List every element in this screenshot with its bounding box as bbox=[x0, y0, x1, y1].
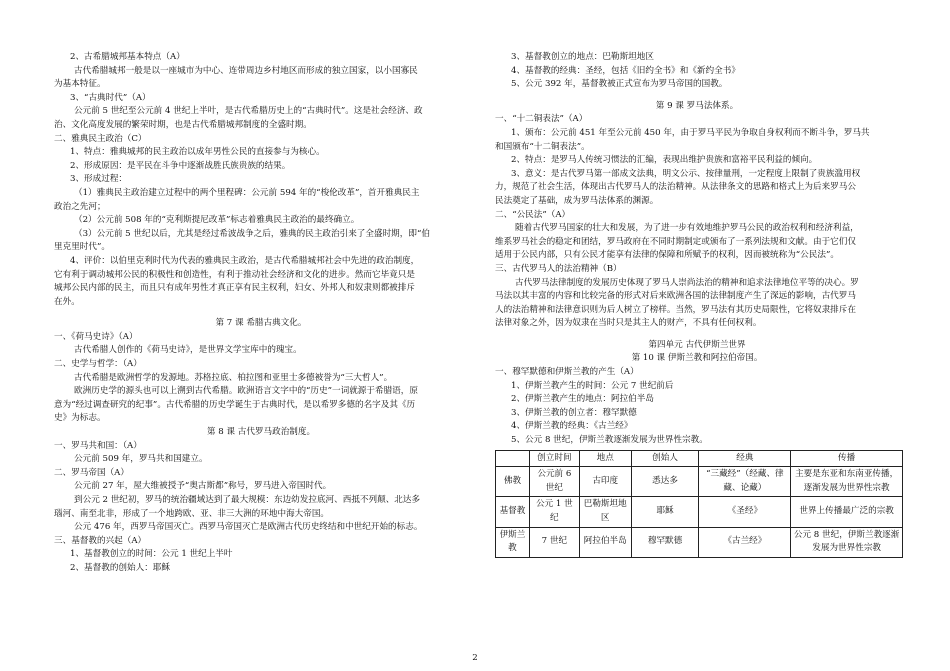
table-cell: 《古兰经》 bbox=[699, 527, 791, 557]
text-line: （3）公元前 5 世纪以后，尤其是经过希波战争之后，雅典的民主政治引来了全盛时期，即“伯 bbox=[74, 228, 430, 239]
text-line: 人的法治精神和法律意识则为后人树立了榜样。当然，罗马法有其历史局限性，它将奴隶排斥在 bbox=[495, 304, 856, 315]
text-line: 随着古代罗马国家的壮大和发展，为了进一步有效地维护罗马公民的政治权利和经济利益， bbox=[515, 223, 859, 234]
text-line: 1、基督教创立的时间：公元 1 世纪上半叶 bbox=[70, 549, 233, 560]
text-line: 适用于公民内部，只有公民才能享有法律的保障和所赋予的权利，因而被统称为“公民法”。 bbox=[495, 250, 839, 261]
section-heading: 第四单元 古代伊斯兰世界 bbox=[648, 339, 746, 350]
text-line: 2、基督教的创始人：耶稣 bbox=[70, 562, 170, 573]
table-cell: 伊斯兰教 bbox=[496, 527, 530, 557]
table-row bbox=[496, 527, 903, 557]
text-line: 二、“公民法”（A） bbox=[495, 209, 571, 220]
text-line: 公元前 509 年，罗马共和国建立。 bbox=[74, 454, 208, 465]
text-line: 马法以其丰富的内容和比较完备的形式对后来欧洲各国的法律制度产生了深远的影响，古代罗马 bbox=[495, 291, 856, 302]
spacer bbox=[54, 309, 468, 317]
text-line: 2、古希腊城邦基本特点（A） bbox=[70, 52, 185, 62]
table-cell: 耶稣 bbox=[631, 497, 699, 527]
text-line: 3、“古典时代”（A） bbox=[70, 92, 151, 103]
text-line: 和国颁布“十二铜表法”。 bbox=[495, 141, 590, 152]
table-cell: 基督教 bbox=[496, 497, 530, 527]
text-line: 2、伊斯兰教产生的地点：阿拉伯半岛 bbox=[511, 394, 654, 405]
table-cell: 巴勒斯坦地区 bbox=[579, 497, 631, 527]
text-line: 1、颁布：公元前 451 年至公元前 450 年，由于罗马平民为争取自身权利而不断斗争，罗马共 bbox=[511, 127, 870, 138]
table-cell: 古印度 bbox=[579, 467, 631, 497]
table-cell: 穆罕默德 bbox=[631, 527, 699, 557]
table-cell: “三藏经”（经藏、律藏、论藏） bbox=[699, 467, 791, 497]
section-heading: 第 8 课 古代罗马政治制度。 bbox=[206, 427, 316, 438]
table-cell: 世界上传播最广泛的宗教 bbox=[791, 497, 903, 527]
table-header-cell: 传播 bbox=[791, 450, 903, 467]
text-line: 民法奠定了基础，成为罗马法体系的渊源。 bbox=[495, 195, 659, 206]
section-heading: 第 9 课 罗马法体系。 bbox=[655, 100, 739, 111]
text-line: 力，规范了社会生活，体现出古代罗马人的法治精神。从法律条文的思路和格式上为后来罗马公 bbox=[495, 182, 856, 193]
table-cell: 主要是东亚和东南亚传播，逐渐发展为世界性宗教 bbox=[791, 467, 903, 497]
text-line: 古代希腊城邦一般是以一座城市为中心、连带周边乡村地区而形成的独立国家，以小国寡民 bbox=[74, 65, 418, 76]
table-row bbox=[496, 467, 903, 497]
table-header-cell bbox=[496, 450, 530, 467]
table-cell: 公元前 6 世纪 bbox=[529, 467, 579, 497]
text-line: 4、基督教的经典：圣经，包括《旧约全书》和《新约全书》 bbox=[511, 65, 740, 76]
text-line: 二、罗马帝国（A） bbox=[54, 467, 129, 478]
text-line: 二、史学与哲学：（A） bbox=[54, 359, 142, 370]
right-column bbox=[495, 51, 899, 558]
spacer bbox=[495, 92, 899, 100]
table-header-cell: 地点 bbox=[579, 450, 631, 467]
text-line: （1）雅典民主政治建立过程中的两个里程碑：公元前 594 年的“梭伦改革”，首开雅典民主 bbox=[74, 187, 420, 198]
text-line: 一、《荷马史诗》（A） bbox=[54, 331, 138, 342]
section-heading: 第 10 课 伊斯兰教和阿拉伯帝国。 bbox=[631, 353, 763, 364]
text-line: 公元前 27 年，屋大维被授予“奥古斯都”称号，罗马进入帝国时代。 bbox=[74, 481, 332, 492]
text-line: （2）公元前 508 年的“克利斯提尼改革”标志着雅典民主政治的最终确立。 bbox=[74, 215, 360, 226]
table-cell: 7 世纪 bbox=[529, 527, 579, 557]
text-line: 3、伊斯兰教的创立者：穆罕默德 bbox=[511, 407, 637, 418]
text-line: 意为“经过调查研究的纪事”。古代希腊的历史学诞生于古典时代，是以希罗多德的名字及其《历 bbox=[54, 399, 416, 410]
table-header-cell: 创立时间 bbox=[529, 450, 579, 467]
text-line: 古代希腊是欧洲哲学的发源地。苏格拉底、柏拉图和亚里士多德被誉为“三大哲人”。 bbox=[74, 372, 393, 383]
text-line: 古代希腊人创作的《荷马史诗》，是世界文学宝库中的瑰宝。 bbox=[74, 345, 302, 356]
table-cell: 悉达多 bbox=[631, 467, 699, 497]
section-heading: 第 7 课 希腊古典文化。 bbox=[215, 318, 307, 329]
table-cell: 阿拉伯半岛 bbox=[579, 527, 631, 557]
text-line: 维系罗马社会的稳定和团结，罗马政府在不同时期制定或颁布了一系列法规和文献。由于它们仅 bbox=[495, 236, 856, 247]
text-line: 一、罗马共和国：（A） bbox=[54, 440, 142, 451]
text-line: 史》为标志。 bbox=[54, 413, 106, 424]
text-line: 瑙河、南至北非，形成了一个地跨欧、亚、非三大洲的环地中海大帝国。 bbox=[54, 508, 330, 519]
text-line: 它有利于调动城邦公民的积极性和创造性，有利于推动社会经济和文化的进步。然而它毕竟只是 bbox=[54, 269, 415, 280]
text-line: 一、穆罕默德和伊斯兰教的产生（A） bbox=[495, 367, 639, 378]
text-line: 4、伊斯兰教的经典：《古兰经》 bbox=[511, 421, 633, 432]
table-cell: 公元 1 世纪 bbox=[529, 497, 579, 527]
page-number: 2 bbox=[472, 653, 478, 663]
text-line: 欧洲历史学的源头也可以上溯到古代希腊。欧洲语言文字中的“历史”一词就源于希腊语，原 bbox=[74, 386, 418, 397]
text-line: 公元前 5 世纪至公元前 4 世纪上半叶，是古代希腊历史上的“古典时代”。这是社会经济、政 bbox=[74, 106, 423, 117]
religion-comparison-table bbox=[495, 450, 903, 558]
table-cell: 公元 8 世纪，伊斯兰教逐渐发展为世界性宗教 bbox=[791, 527, 903, 557]
table-cell: 《圣经》 bbox=[699, 497, 791, 527]
text-line: 在外。 bbox=[54, 296, 80, 307]
text-line: 4、评价：以伯里克利时代为代表的雅典民主政治，是古代希腊城邦社会中先进的政治制度， bbox=[70, 255, 420, 266]
text-line: 三、基督教的兴起（A） bbox=[54, 535, 147, 546]
text-line: 城邦公民内部的民主，而且只有成年男性才真正享有民主权利，妇女、外邦人和奴隶则都被排斥 bbox=[54, 283, 415, 294]
text-line: 5、公元 8 世纪，伊斯兰教逐渐发展为世界性宗教。 bbox=[511, 435, 708, 446]
text-line: 二、雅典民主政治（C） bbox=[54, 133, 147, 144]
text-line: 三、古代罗马人的法治精神（B） bbox=[495, 263, 622, 274]
text-line: 2、形成原因：是平民在斗争中逐渐战胜氏族贵族的结果。 bbox=[70, 160, 291, 171]
text-line: 1、特点：雅典城邦的民主政治以成年男性公民的直接参与为核心。 bbox=[70, 147, 325, 158]
text-line: 治、文化高度发展的繁荣时期，也是古代希腊城邦制度的全盛时期。 bbox=[54, 119, 312, 130]
spacer bbox=[495, 331, 899, 339]
text-line: 法律对象之外，因为奴隶在当时只是其主人的财产，不具有任何权利。 bbox=[495, 318, 762, 329]
text-line: 3、意义：是古代罗马第一部成文法典，明文公示、按律量刑，一定程度上限制了贵族滥用权 bbox=[511, 168, 861, 179]
table-row bbox=[496, 497, 903, 527]
table-header-cell: 经典 bbox=[699, 450, 791, 467]
table-header-row bbox=[496, 450, 903, 467]
text-line: 3、形成过程： bbox=[70, 174, 128, 185]
text-line: 为基本特征。 bbox=[54, 79, 106, 90]
table-header-cell: 创始人 bbox=[631, 450, 699, 467]
text-line: 到公元 2 世纪初，罗马的统治疆域达到了最大规模：东边幼发拉底河、西抵不列颠、北达多 bbox=[74, 495, 421, 505]
text-line: 2、特点：是罗马人传统习惯法的汇编，表现出维护贵族和富裕平民利益的倾向。 bbox=[511, 155, 818, 166]
text-line: 3、基督教创立的地点：巴勒斯坦地区 bbox=[511, 52, 654, 62]
text-line: 公元 476 年，西罗马帝国灭亡。西罗马帝国灭亡是欧洲古代历史终结和中世纪开始的标志。 bbox=[74, 522, 423, 533]
text-line: 古代罗马法律制度的发展历史体现了罗马人崇尚法治的精神和追求法律地位平等的决心。罗 bbox=[515, 277, 859, 288]
right-text-block bbox=[495, 51, 899, 448]
text-line: 一、“十二铜表法”（A） bbox=[495, 114, 588, 125]
table-cell: 佛教 bbox=[496, 467, 530, 497]
text-line: 1、伊斯兰教产生的时间：公元 7 世纪前后 bbox=[511, 380, 674, 391]
text-line: 5、公元 392 年，基督教被正式宣布为罗马帝国的国教。 bbox=[511, 79, 728, 90]
text-line: 政治之先河； bbox=[54, 201, 106, 212]
text-line: 里克里时代”。 bbox=[54, 242, 110, 253]
left-column bbox=[54, 51, 468, 576]
